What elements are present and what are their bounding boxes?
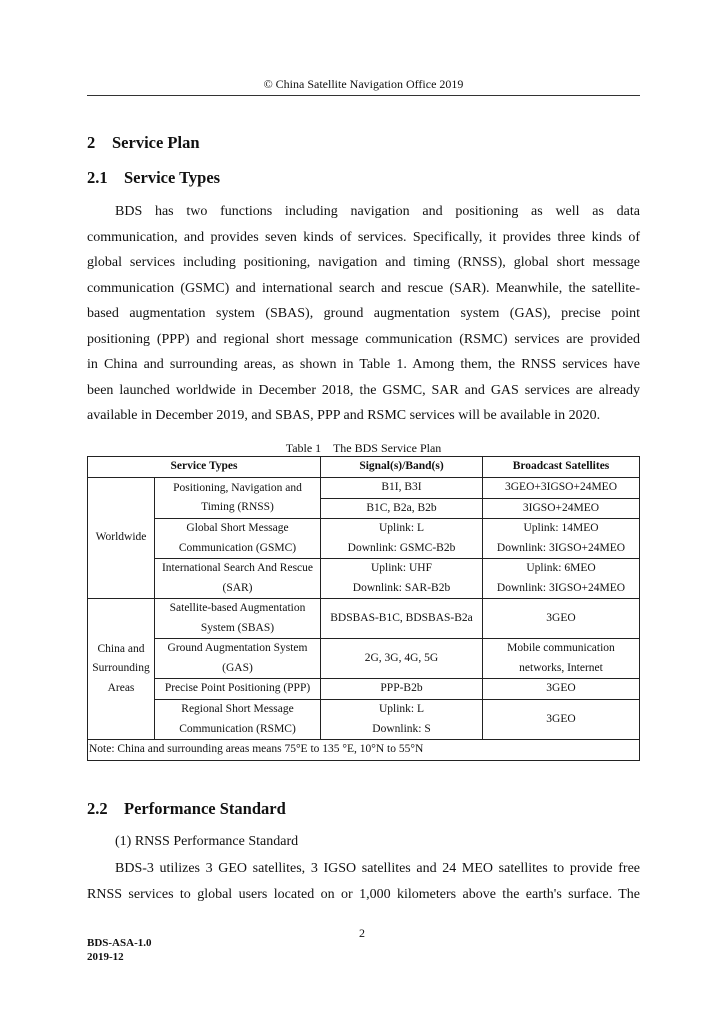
paragraph-service-types: [87, 199, 640, 429]
signal-downlink: Downlink: S: [372, 722, 431, 735]
paragraph-line: BDS-3 utilizes 3 GEO satellites, 3 IGSO satellites and 24 MEO satellites to provide free: [115, 861, 640, 876]
signal-cell: B1I, B3I: [321, 478, 483, 499]
signal-cell: B1C, B2a, B2b: [321, 498, 483, 519]
page-number: 2: [359, 926, 365, 940]
table-row: [88, 639, 640, 679]
running-header: © China Satellite Navigation Office 2019: [87, 77, 640, 96]
service-ppp: Precise Point Positioning (PPP): [155, 679, 321, 700]
section-heading-2-2: [87, 799, 286, 819]
table-row: [88, 679, 640, 700]
signal-uplink: Uplink: UHF: [370, 562, 433, 574]
header-service-types: Service Types: [88, 457, 321, 478]
service-rsmc: Regional Short Message Communication (RSMC): [155, 700, 321, 740]
header-broadcast-satellites: Broadcast Satellites: [483, 457, 640, 478]
signal-downlink: Downlink: GSMC-B2b: [347, 541, 456, 554]
service-gsmc: Global Short Message Communication (GSMC): [155, 519, 321, 559]
service-rnss: Positioning, Navigation and Timing (RNSS): [155, 478, 321, 519]
satellite-cell: [483, 559, 640, 599]
table-row: [88, 478, 640, 499]
paragraph-line: communication, and provides seven kinds of services. Specifically, it provides three kinds of: [87, 229, 640, 245]
region-worldwide: Worldwide: [88, 478, 155, 599]
table-note-row: [88, 740, 640, 761]
header-signals: Signal(s)/Band(s): [321, 457, 483, 478]
service-sar: International Search And Rescue (SAR): [155, 559, 321, 599]
service-gas: Ground Augmentation System (GAS): [155, 639, 321, 679]
signal-uplink: Uplink: L: [378, 522, 425, 534]
footer-date: 2019-12: [87, 951, 124, 963]
satellite-cell: 3GEO+3IGSO+24MEO: [483, 478, 640, 499]
signal-cell: [321, 559, 483, 599]
paragraph-line: RNSS services to global users located on or 1,000 kilometers above the earth's surface. The: [87, 886, 640, 902]
section-title: Service Plan: [112, 133, 200, 152]
paragraph-line: available in December 2019, and SBAS, PPP and RSMC services will be available in 2020.: [87, 408, 601, 423]
satellite-cell: 3IGSO+24MEO: [483, 498, 640, 519]
paragraph-line: global services including positioning, navigation and timing (RNSS), global short message: [87, 255, 640, 270]
signal-cell: [321, 700, 483, 740]
footer-doc-id: BDS-ASA-1.0: [87, 937, 152, 949]
signal-downlink: Downlink: SAR-B2b: [352, 581, 451, 594]
table-note: Note: China and surrounding areas means 75°E to 135 °E, 10°N to 55°N: [88, 740, 640, 761]
paragraph-line: in China and surrounding areas, as shown in Table 1. Among them, the RNSS services have: [87, 357, 640, 372]
signal-cell: BDSBAS-B1C, BDSBAS-B2a: [321, 599, 483, 639]
section-heading-2-1: [87, 168, 220, 188]
section-number: 2.1: [87, 168, 108, 187]
section-number: 2.2: [87, 799, 108, 818]
sat-downlink: Downlink: 3IGSO+24MEO: [496, 581, 626, 594]
satellite-cell: Mobile communication networks, Internet: [483, 639, 640, 679]
signal-cell: 2G, 3G, 4G, 5G: [321, 639, 483, 679]
table-caption: Table 1 The BDS Service Plan: [285, 441, 442, 455]
satellite-cell: 3GEO: [483, 599, 640, 639]
paragraph-line: based augmentation system (SBAS), ground augmentation system (GAS), precise point: [87, 306, 640, 321]
paragraph-line: positioning (PPP) and regional short message communication (RSMC) services are provided: [87, 331, 640, 347]
paragraph-line: been launched worldwide in December 2018, the GSMC, SAR and GAS services are already: [87, 382, 640, 398]
section-heading-2: [87, 133, 200, 153]
subsection-heading: (1) RNSS Performance Standard: [115, 834, 299, 849]
paragraph-line: BDS has two functions including navigation and positioning as well as data: [115, 204, 640, 219]
sat-uplink: Uplink: 14MEO: [523, 522, 599, 534]
region-china: China and Surrounding Areas: [88, 599, 155, 740]
paragraph-line: communication (GSMC) and international search and rescue (SAR). Meanwhile, the satellite-: [87, 280, 640, 296]
satellite-cell: 3GEO: [483, 700, 640, 740]
table-header-row: [88, 457, 640, 478]
satellite-cell: 3GEO: [483, 679, 640, 700]
signal-cell: [321, 519, 483, 559]
sat-uplink: Uplink: 6MEO: [526, 562, 596, 574]
table-row: [88, 599, 640, 639]
signal-uplink: Uplink: L: [378, 703, 425, 715]
table-row: [88, 700, 640, 740]
section-title: Service Types: [124, 168, 221, 187]
section-number: 2: [87, 133, 96, 152]
signal-cell: PPP-B2b: [321, 679, 483, 700]
paragraph-performance: [87, 856, 640, 907]
satellite-cell: [483, 519, 640, 559]
service-sbas: Satellite-based Augmentation System (SBAS): [155, 599, 321, 639]
section-title: Performance Standard: [124, 799, 286, 818]
sat-downlink: Downlink: 3IGSO+24MEO: [496, 541, 626, 554]
service-plan-table: [87, 456, 640, 761]
